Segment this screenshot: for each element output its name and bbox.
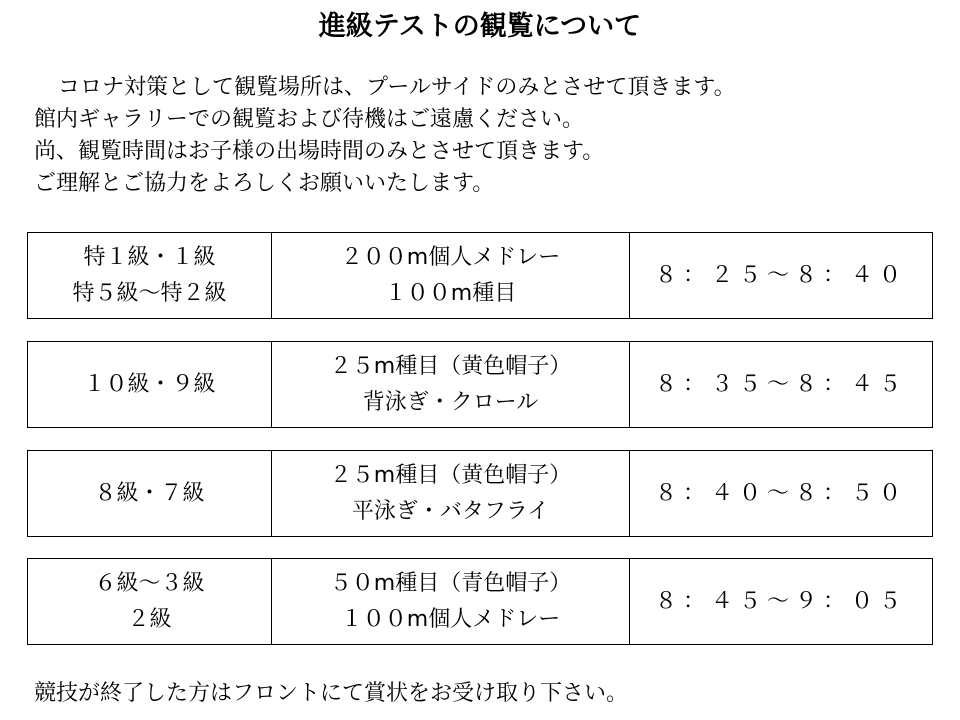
grade-cell [28, 342, 272, 427]
event-cell [272, 451, 630, 536]
intro-line: コロナ対策として観覧場所は、プールサイドのみとさせて頂きます。 [58, 75, 736, 100]
schedule-row [27, 450, 933, 537]
time-label: ８：３５～８：４５ [654, 371, 907, 397]
event-label: ５０m種目（青色帽子） [329, 570, 572, 596]
grade-cell [28, 233, 272, 318]
grade-label: ６級～３級 [94, 570, 205, 596]
grade-label: 特５級～特２級 [72, 280, 227, 306]
schedule-row [27, 341, 933, 428]
intro-notice [34, 72, 934, 200]
schedule-row [27, 232, 933, 319]
grade-label: １０級・９級 [83, 371, 216, 397]
grade-cell [28, 451, 272, 536]
grade-label: 特１級・１級 [83, 244, 216, 270]
event-label: ２５m種目（黄色帽子） [329, 353, 572, 379]
time-cell [630, 559, 932, 644]
event-cell [272, 342, 630, 427]
intro-line: 尚、観覧時間はお子様の出場時間のみとさせて頂きます。 [34, 139, 605, 164]
event-label: 平泳ぎ・バタフライ [351, 498, 550, 524]
intro-line: 館内ギャラリーでの観覧および待機はご遠慮ください。 [34, 107, 585, 132]
time-cell [630, 342, 932, 427]
time-label: ８：４５～９：０５ [654, 588, 907, 614]
event-label: ２５m種目（黄色帽子） [329, 462, 572, 488]
time-cell [630, 451, 932, 536]
event-label: １００m種目 [384, 280, 517, 306]
event-cell [272, 233, 630, 318]
grade-label: ２級 [127, 606, 172, 632]
page-title: 進級テストの観覧について [318, 11, 642, 42]
event-cell [272, 559, 630, 644]
grade-label: ８級・７級 [94, 480, 205, 506]
grade-cell [28, 559, 272, 644]
time-label: ８：４０～８：５０ [654, 480, 907, 506]
schedule-row [27, 558, 933, 645]
event-label: １００m個人メドレー [340, 606, 561, 632]
time-label: ８：２５～８：４０ [654, 262, 907, 288]
footer-note: 競技が終了した方はフロントにて賞状をお受け取り下さい。 [34, 681, 629, 706]
time-cell [630, 233, 932, 318]
intro-line: ご理解とご協力をよろしくお願いいたします。 [34, 171, 495, 196]
event-label: ２００m個人メドレー [340, 244, 561, 270]
event-label: 背泳ぎ・クロール [362, 389, 539, 415]
